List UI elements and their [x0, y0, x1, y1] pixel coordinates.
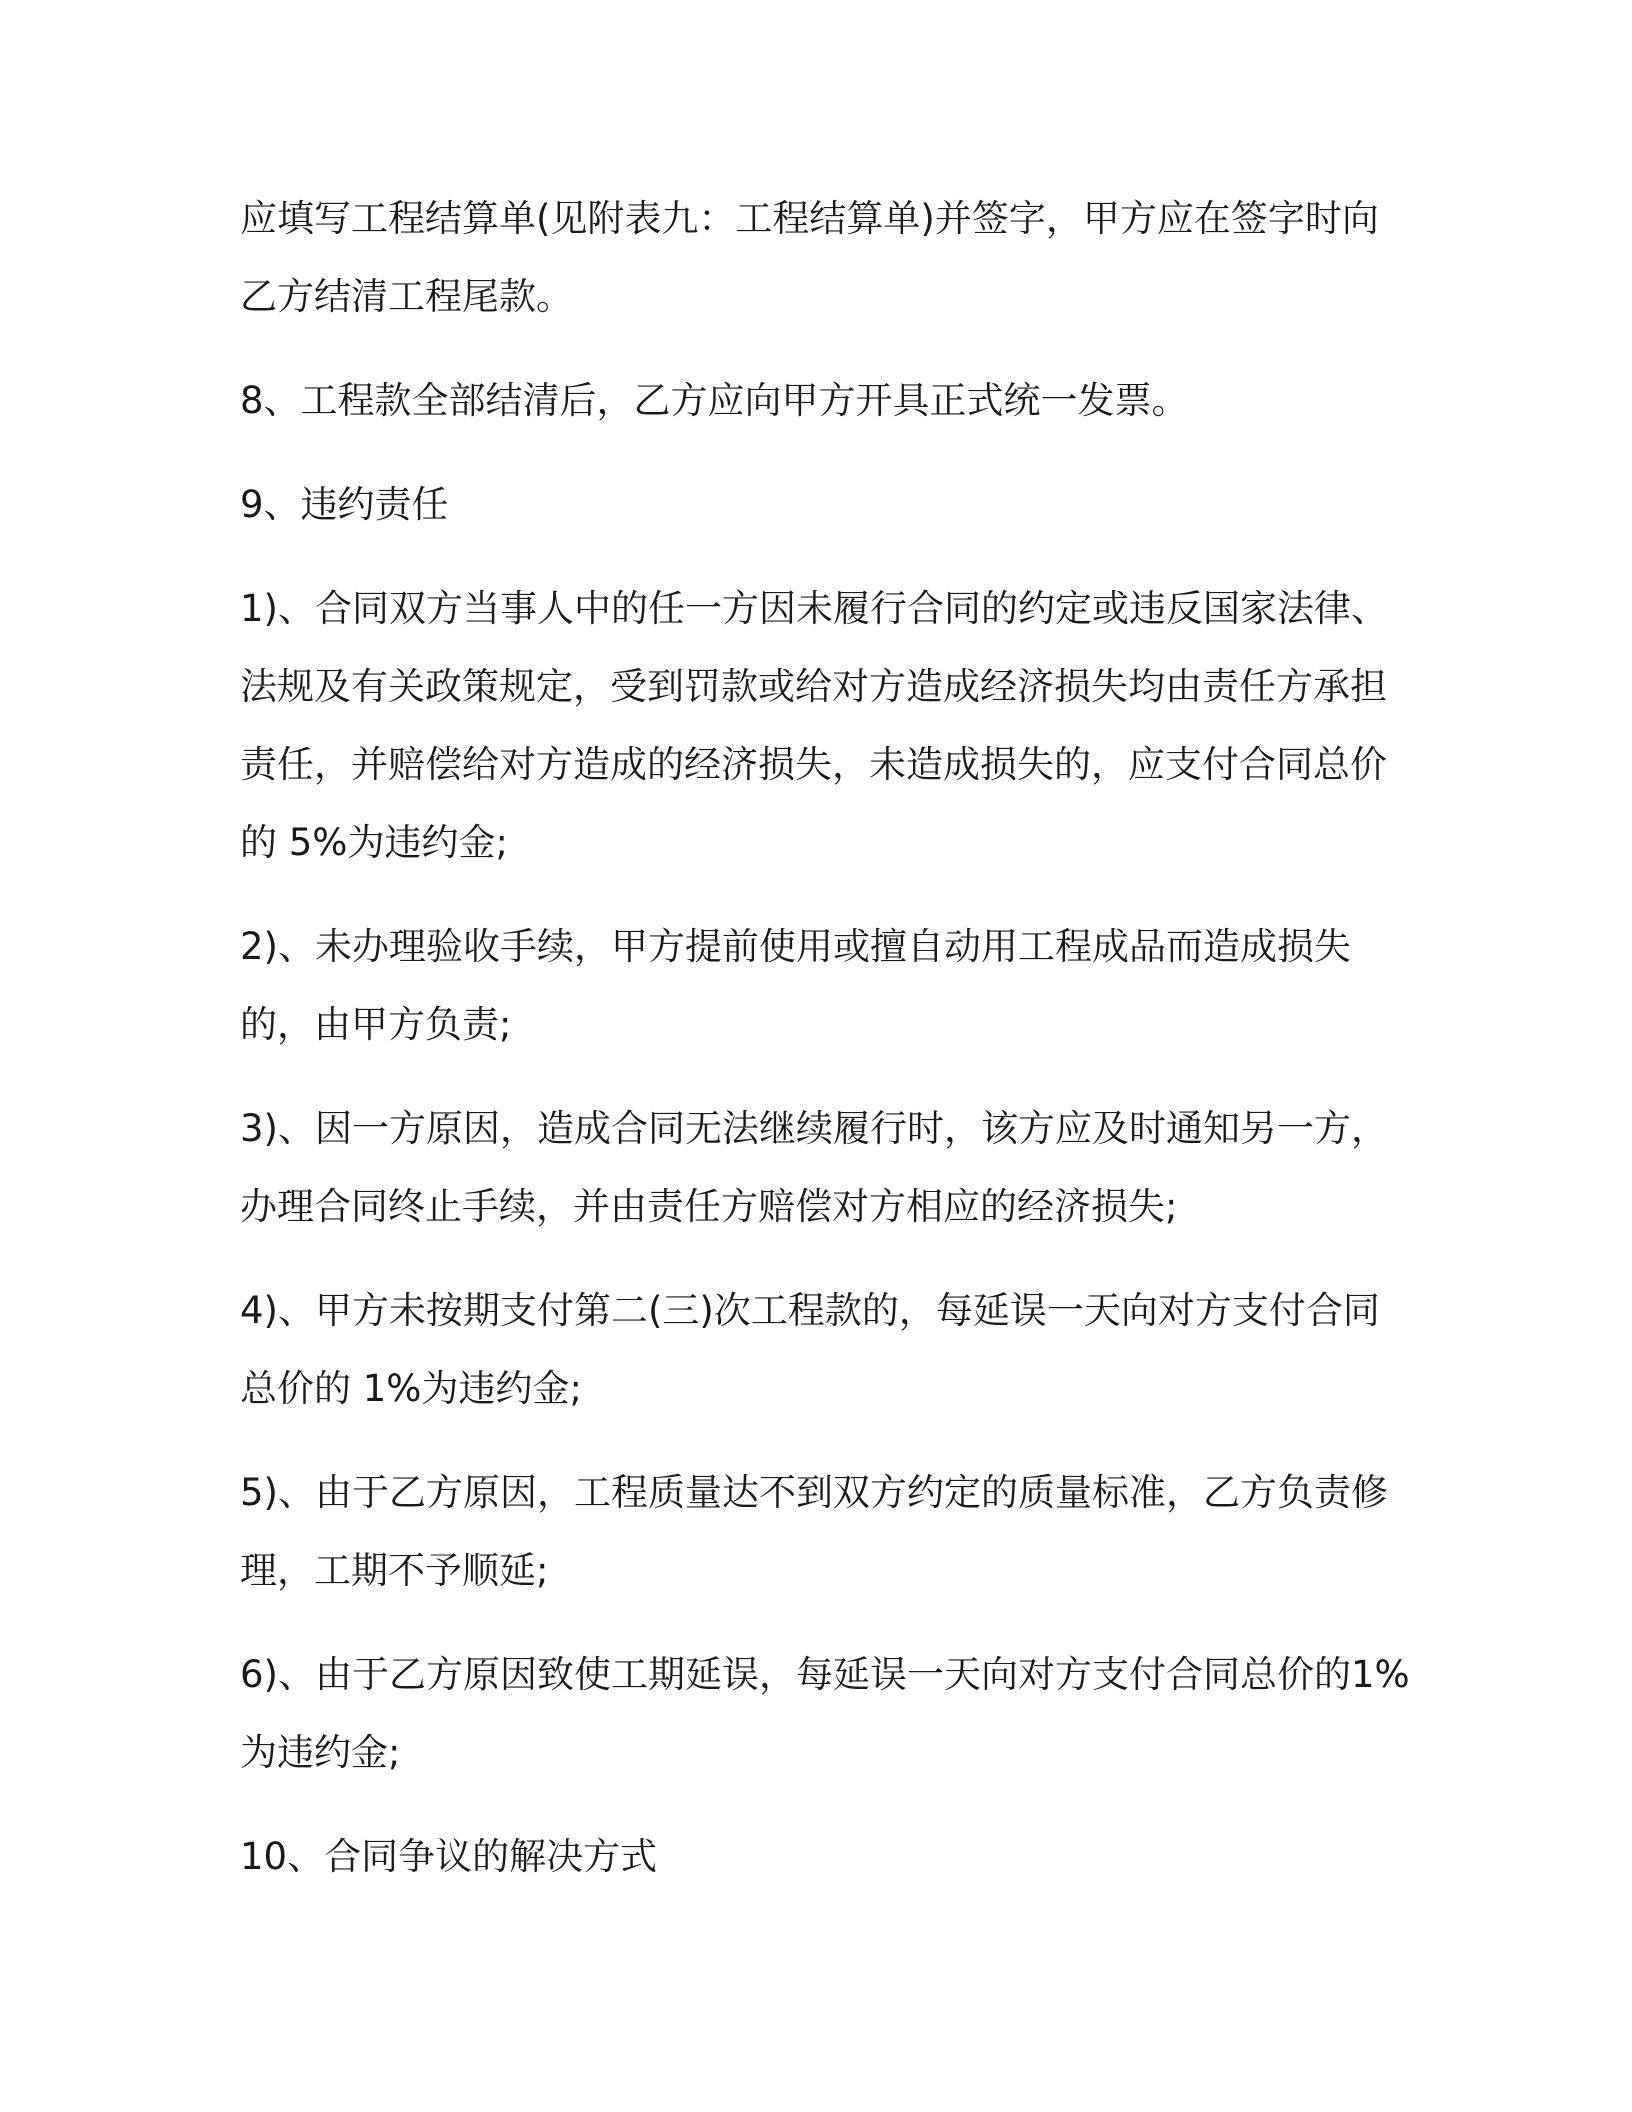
- clause-9-item-5: 5)、由于乙方原因，工程质量达不到双方约定的质量标准，乙方负责修理，工期不予顺延;: [240, 1471, 1388, 1592]
- clause-8: 8、工程款全部结清后，乙方应向甲方开具正式统一发票。: [240, 379, 1189, 422]
- document-body: [240, 180, 1412, 1922]
- clause-9-item-6: 6)、由于乙方原因致使工期延误，每延误一天向对方支付合同总价的1%为违约金;: [240, 1653, 1410, 1774]
- paragraph-settlement: 应填写工程结算单(见附表九：工程结算单)并签字，甲方应在签字时向乙方结清工程尾款。: [240, 197, 1379, 318]
- clause-10-heading: 10、合同争议的解决方式: [240, 1835, 658, 1878]
- clause-9-item-3: 3)、因一方原因，造成合同无法继续履行时，该方应及时通知另一方，办理合同终止手续，并由责任方赔偿对方相应的经济损失;: [240, 1107, 1388, 1228]
- clause-9-item-1: 1)、合同双方当事人中的任一方因未履行合同的约定或违反国家法律、法规及有关政策规定，受到罚款或给对方造成经济损失均由责任方承担责任，并赔偿给对方造成的经济损失，未造成损失的，应支付合同总价的 5%为违约金;: [240, 587, 1388, 864]
- clause-9-item-4: 4)、甲方未按期支付第二(三)次工程款的，每延误一天向对方支付合同总价的 1%为违约金;: [240, 1289, 1380, 1410]
- clause-9-heading: 9、违约责任: [240, 483, 449, 526]
- clause-9-item-2: 2)、未办理验收手续，甲方提前使用或擅自动用工程成品而造成损失的，由甲方负责;: [240, 925, 1351, 1046]
